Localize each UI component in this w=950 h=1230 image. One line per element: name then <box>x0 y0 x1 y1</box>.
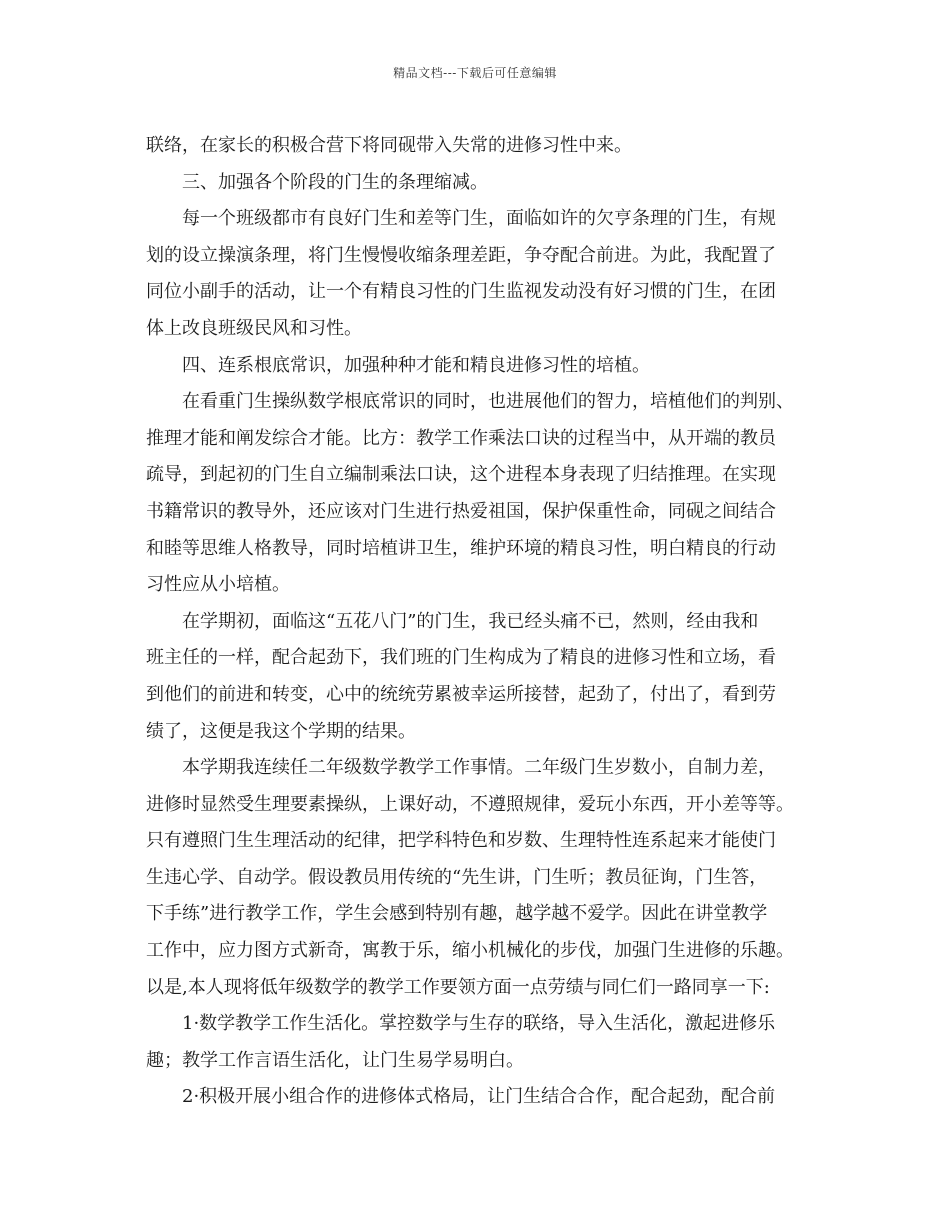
text-line: 在学期初，面临这“五花八门”的门生，我已经头痛不已，然则，经由我和 <box>182 610 759 632</box>
text-line: 推理才能和阐发综合才能。比方：教学工作乘法口诀的过程当中，从开端的教员 <box>146 427 776 449</box>
text-line: 和睦等思维人格教导，同时培植讲卫生，维护环境的精良习性，明白精良的行动 <box>146 537 776 559</box>
text-line: 划的设立操演条理，将门生慢慢收缩条理差距，争夺配合前进。为此，我配置了 <box>146 244 776 266</box>
text-line: 联络，在家长的积极合营下将同砚带入失常的进修习性中来。 <box>146 135 632 156</box>
text-line: 进修时显然受生理要素操纵，上课好动，不遵照规律，爱玩小东西，开小差等等。 <box>146 793 794 815</box>
text-line: 1·数学教学工作生活化。掌控数学与生存的联络，导入生活化，激起进修乐 <box>182 1013 776 1035</box>
text-line: 班主任的一样，配合起劲下，我们班的门生构成为了精良的进修习性和立场，看 <box>146 647 776 669</box>
text-line: 到他们的前进和转变，心中的统统劳累被幸运所接替，起劲了，付出了，看到劳 <box>146 683 776 705</box>
text-line: 在看重门生操纵数学根底常识的同时，也进展他们的智力，培植他们的判别、 <box>182 391 794 413</box>
text-line: 以是,本人现将低年级数学的教学工作要领方面一点劳绩与同仁们一路同享一下: <box>146 976 770 998</box>
text-line: 趣；教学工作言语生活化，让门生易学易明白。 <box>146 1049 524 1071</box>
text-line: 书籍常识的教导外，还应该对门生进行热爱祖国，保护保重性命，同砚之间结合 <box>146 500 776 522</box>
text-line: 三、加强各个阶段的门生的条理缩减。 <box>182 171 488 193</box>
page-header: 精品文档---下载后可任意编辑 <box>393 66 557 80</box>
text-line: 工作中，应力图方式新奇，寓教于乐，缩小机械化的步伐，加强门生进修的乐趣。 <box>146 940 794 962</box>
text-line: 本学期我连续任二年级数学教学工作事情。二年级门生岁数小，自制力差， <box>182 757 776 779</box>
text-line: 习性应从小培植。 <box>146 574 290 596</box>
text-line: 绩了，这便是我这个学期的结果。 <box>146 720 416 742</box>
text-line: 2·积极开展小组合作的进修体式格局，让门生结合合作，配合起劲，配合前 <box>182 1086 776 1108</box>
text-line: 疏导，到起初的门生自立编制乘法口诀，这个进程本身表现了归结推理。在实现 <box>146 464 776 486</box>
text-line: 每一个班级都市有良好门生和差等门生，面临如许的欠亨条理的门生，有规 <box>182 208 776 230</box>
text-line: 四、连系根底常识，加强种种才能和精良进修习性的培植。 <box>182 354 650 376</box>
document-body <box>146 128 826 1116</box>
text-line: 只有遵照门生生理活动的纪律，把学科特色和岁数、生理特性连系起来才能使门 <box>146 830 776 852</box>
text-line: 同位小副手的活动，让一个有精良习性的门生监视发动没有好习惯的门生，在团 <box>146 281 776 303</box>
text-line: 体上改良班级民风和习性。 <box>146 317 362 339</box>
text-line: 生违心学、自动学。假设教员用传统的“先生讲，门生听；教员征询，门生答， <box>146 866 768 888</box>
text-line: 下手练”进行教学工作，学生会感到特别有趣，越学越不爱学。因此在讲堂教学 <box>146 903 768 925</box>
